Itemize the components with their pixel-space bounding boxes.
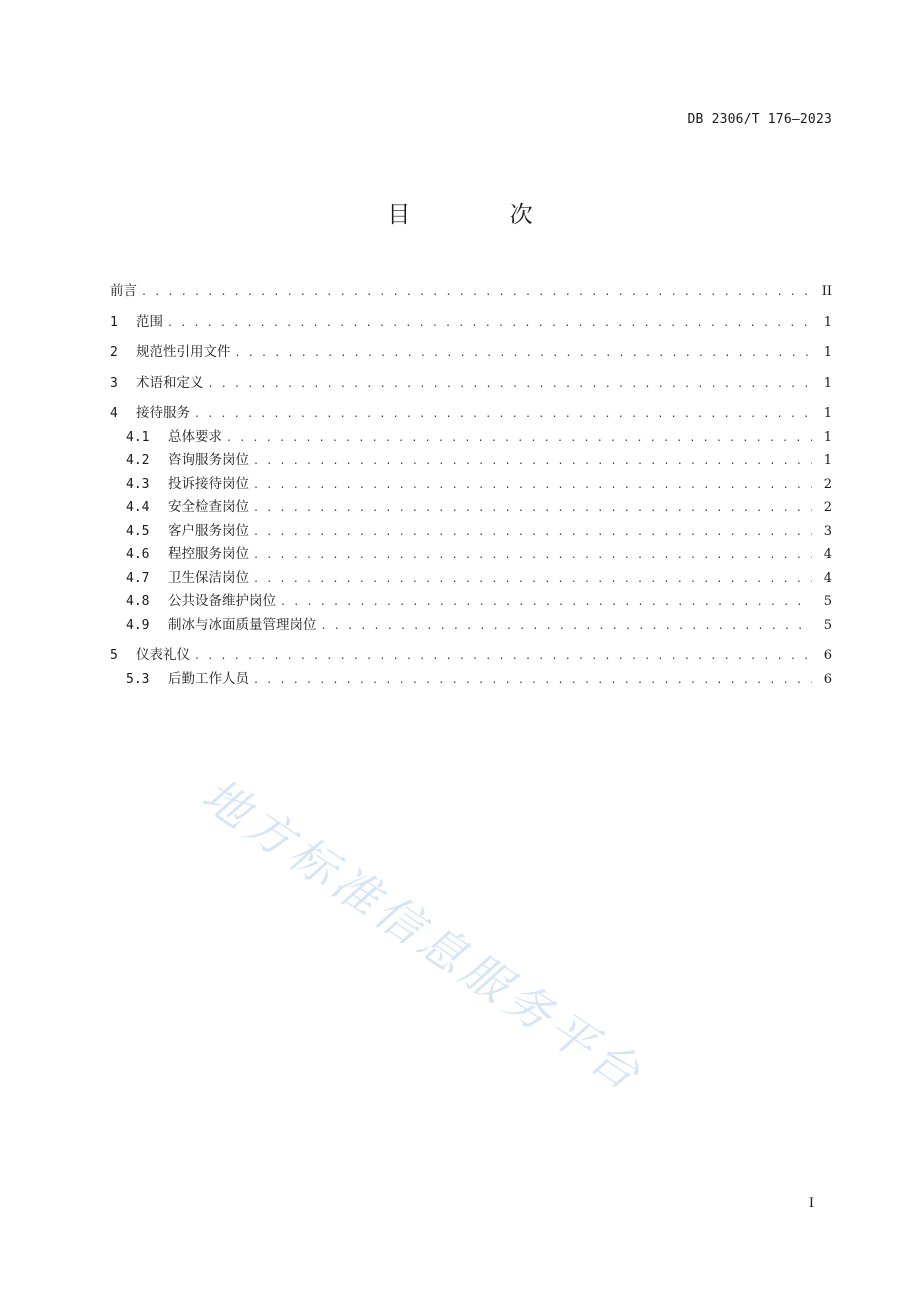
toc-leader-dots [226, 427, 812, 451]
toc-entry-label: 咨询服务岗位 [168, 452, 249, 468]
table-of-contents [110, 280, 832, 691]
toc-leader-dots [141, 281, 812, 305]
toc-entry-page: II [821, 284, 832, 299]
toc-entry[interactable] [110, 372, 832, 396]
toc-leader-dots [235, 342, 813, 366]
toc-entry[interactable] [110, 614, 832, 638]
toc-entry[interactable] [110, 668, 832, 692]
toc-entry-label: 投诉接待岗位 [168, 475, 249, 492]
toc-entry-page: 6 [823, 648, 832, 663]
toc-leader-dots [253, 521, 812, 545]
toc-entry-number: 4.9 [126, 617, 150, 633]
toc-leader-dots [253, 568, 812, 592]
toc-leader-dots [253, 497, 812, 521]
document-code: DB 2306/T 176—2023 [687, 112, 832, 127]
toc-entry-page: 2 [823, 500, 832, 515]
toc-entry[interactable] [110, 520, 832, 544]
toc-entry-page: 1 [823, 314, 832, 330]
toc-entry[interactable] [110, 311, 832, 335]
toc-entry[interactable] [110, 402, 832, 426]
toc-entry-label: 后勤工作人员 [168, 670, 249, 687]
toc-entry-page: 5 [823, 594, 832, 609]
toc-entry[interactable] [110, 280, 832, 304]
watermark: 地方标准信息服务平台 [192, 767, 655, 1104]
toc-entry-number: 3 [110, 375, 118, 391]
toc-entry-number: 4.4 [126, 500, 150, 515]
toc-entry-page: 2 [823, 476, 832, 492]
toc-entry-number: 4.7 [126, 570, 150, 586]
toc-entry-number: 2 [110, 345, 118, 360]
toc-entry-number: 4.5 [126, 523, 150, 539]
toc-entry-label: 仪表礼仪 [136, 647, 190, 663]
toc-entry[interactable] [110, 449, 832, 473]
toc-leader-dots [253, 474, 812, 498]
toc-entry-number: 4.3 [126, 476, 150, 492]
toc-entry-number: 5.3 [126, 671, 150, 687]
toc-entry[interactable] [110, 473, 832, 497]
toc-entry-number: 4.2 [126, 453, 150, 468]
toc-entry-number: 5 [110, 648, 118, 663]
page-number: I [808, 1196, 814, 1211]
toc-entry-label: 卫生保洁岗位 [168, 569, 249, 586]
toc-leader-dots [280, 591, 812, 615]
toc-entry-page: 6 [823, 671, 832, 687]
toc-entry-page: 1 [823, 453, 832, 468]
toc-leader-dots [253, 450, 812, 474]
toc-entry-label: 安全检查岗位 [168, 499, 249, 515]
toc-entry[interactable] [110, 644, 832, 668]
toc-entry-number: 4.1 [126, 429, 150, 445]
toc-entry[interactable] [110, 496, 832, 520]
toc-entry-page: 4 [823, 570, 832, 586]
toc-entry-page: 1 [823, 375, 832, 391]
toc-entry-label: 总体要求 [168, 428, 222, 445]
toc-entry-page: 1 [823, 406, 832, 421]
toc-leader-dots [167, 312, 812, 336]
toc-entry-number: 4.8 [126, 594, 150, 609]
toc-entry-number: 4.6 [126, 547, 150, 562]
toc-entry[interactable] [110, 590, 832, 614]
toc-leader-dots [253, 544, 812, 568]
toc-entry-page: 5 [823, 617, 832, 633]
toc-entry-label: 规范性引用文件 [136, 344, 231, 360]
toc-entry-page: 1 [823, 429, 832, 445]
toc-leader-dots [321, 615, 813, 639]
toc-entry-label: 范围 [136, 313, 163, 330]
toc-leader-dots [194, 403, 812, 427]
toc-entry[interactable] [110, 567, 832, 591]
toc-leader-dots [208, 373, 813, 397]
toc-entry[interactable] [110, 341, 832, 365]
toc-leader-dots [194, 645, 812, 669]
toc-entry-label: 客户服务岗位 [168, 522, 249, 539]
toc-entry[interactable] [110, 543, 832, 567]
toc-leader-dots [253, 669, 812, 693]
toc-entry-label: 制冰与冰面质量管理岗位 [168, 616, 317, 633]
toc-entry-page: 1 [823, 345, 832, 360]
toc-entry-label: 程控服务岗位 [168, 546, 249, 562]
toc-entry[interactable] [110, 426, 832, 450]
toc-entry-number: 4 [110, 406, 118, 421]
toc-entry-number: 1 [110, 314, 118, 330]
toc-entry-label: 前言 [110, 283, 137, 299]
toc-entry-label: 接待服务 [136, 405, 190, 421]
page-title: 目 次 [387, 202, 579, 228]
toc-entry-label: 公共设备维护岗位 [168, 593, 276, 609]
toc-entry-label: 术语和定义 [136, 374, 204, 391]
toc-entry-page: 4 [823, 547, 832, 562]
toc-entry-page: 3 [823, 523, 832, 539]
